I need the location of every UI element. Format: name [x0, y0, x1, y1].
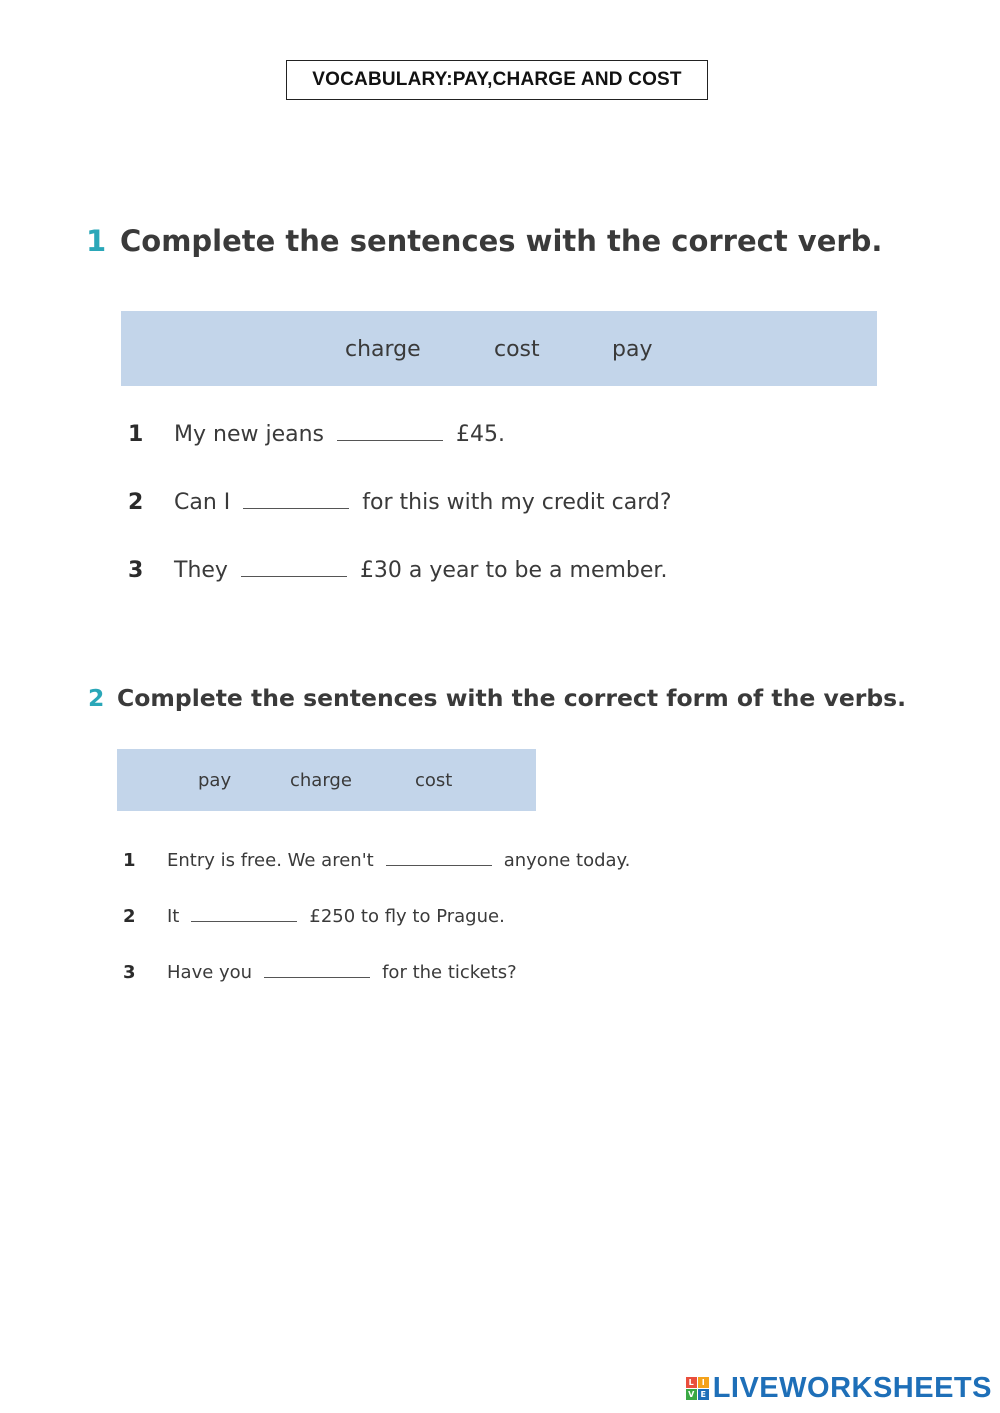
exercise-1-item-2: [128, 490, 672, 515]
liveworksheets-brand: [686, 1372, 992, 1405]
answer-blank[interactable]: [191, 920, 297, 922]
word-bank-word: cost: [415, 770, 453, 791]
item-text-before: My new jeans: [174, 422, 324, 447]
brand-name: LIVEWORKSHEETS: [712, 1372, 992, 1404]
exercise-2-item-1: [123, 850, 630, 871]
exercise-1-number: 1: [86, 224, 107, 258]
item-text-after: anyone today.: [503, 850, 631, 871]
exercise-2-word-bank: [117, 749, 536, 811]
item-text-before: Have you: [167, 962, 253, 983]
item-number: 3: [123, 962, 136, 983]
logo-tile: E: [698, 1389, 709, 1400]
item-text-after: for the tickets?: [382, 962, 517, 983]
worksheet-title: VOCABULARY:PAY,CHARGE AND COST: [286, 60, 708, 100]
answer-blank[interactable]: [241, 575, 347, 577]
logo-tile: L: [686, 1377, 697, 1388]
answer-blank[interactable]: [264, 976, 370, 978]
liveworksheets-logo-icon: [686, 1377, 709, 1400]
item-number: 1: [128, 422, 144, 447]
logo-tile: I: [698, 1377, 709, 1388]
exercise-2-item-2: [123, 906, 505, 927]
item-text-before: It: [167, 906, 180, 927]
item-text-after: £45.: [456, 422, 505, 447]
item-number: 2: [128, 490, 144, 515]
word-bank-word: charge: [290, 770, 352, 791]
exercise-1-item-1: [128, 422, 505, 447]
item-number: 1: [123, 850, 136, 871]
word-bank-word: pay: [198, 770, 232, 791]
answer-blank[interactable]: [243, 507, 349, 509]
exercise-2-heading: [88, 684, 906, 712]
exercise-1-instruction: Complete the sentences with the correct verb.: [120, 224, 883, 258]
exercise-2-number: 2: [88, 684, 105, 712]
item-text-after: for this with my credit card?: [362, 490, 672, 515]
exercise-1-heading: [86, 224, 882, 258]
item-text-after: £30 a year to be a member.: [359, 558, 668, 583]
logo-tile: V: [686, 1389, 697, 1400]
item-text-before: Can I: [174, 490, 231, 515]
item-text-after: £250 to fly to Prague.: [309, 906, 505, 927]
answer-blank[interactable]: [337, 439, 443, 441]
item-number: 3: [128, 558, 144, 583]
item-text-before: They: [174, 558, 228, 583]
word-bank-word: charge: [345, 337, 421, 362]
exercise-2-item-3: [123, 962, 517, 983]
item-number: 2: [123, 906, 136, 927]
item-text-before: Entry is free. We aren't: [167, 850, 374, 871]
exercise-1-word-bank: [121, 311, 877, 386]
word-bank-word: cost: [494, 337, 540, 362]
answer-blank[interactable]: [386, 864, 492, 866]
word-bank-word: pay: [612, 337, 653, 362]
exercise-1-item-3: [128, 558, 667, 583]
exercise-2-instruction: Complete the sentences with the correct form of the verbs.: [117, 684, 907, 712]
